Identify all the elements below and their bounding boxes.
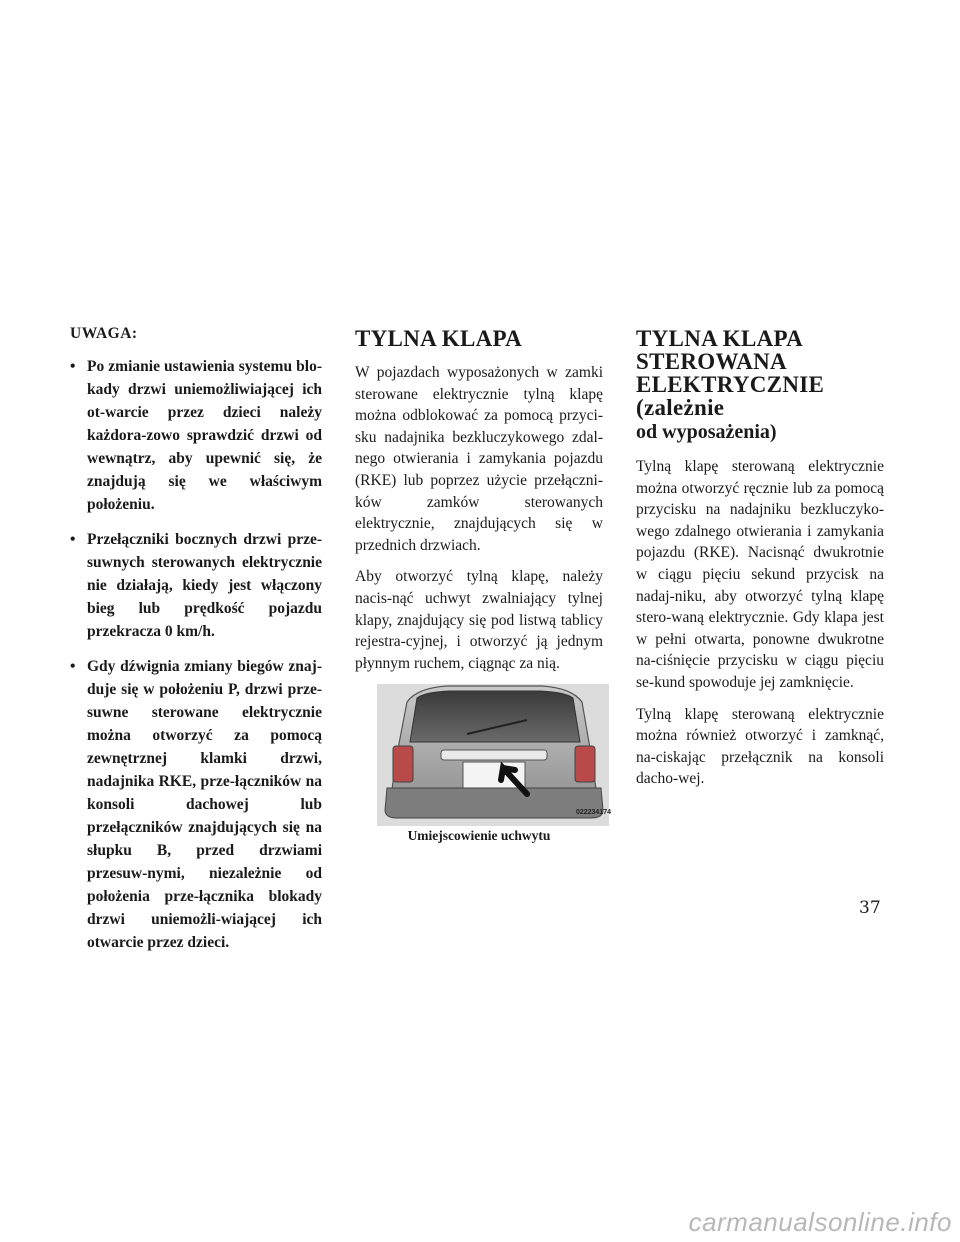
section-heading xyxy=(636,327,884,444)
heading-line: STEROWANA xyxy=(636,349,787,374)
note-list xyxy=(70,355,322,954)
figure-id: 022234174 xyxy=(575,809,611,817)
heading-line: od wyposażenia) xyxy=(636,421,777,443)
figure-caption: Umiejscowienie uchwytu xyxy=(407,828,551,844)
paragraph: Tylną klapę sterowaną elektrycznie można również otworzyć i zamknąć, na-ciskając przełącznik na konsoli dacho-wej. xyxy=(636,705,884,788)
heading-line: TYLNA KLAPA xyxy=(636,326,804,351)
note-item: • Po zmianie ustawienia systemu blo-kady drzwi uniemożliwiającej ich ot-warcie przez dzieci należy każdora-zowo sprawdzić drzwi od wewnątrz, aby upewnić się, że znajdują się we właściwym położeniu. xyxy=(70,355,322,516)
note-column xyxy=(70,325,322,966)
power-liftgate-column xyxy=(636,325,884,800)
watermark: carmanualsonline.info xyxy=(688,1207,952,1237)
page-number: 37 xyxy=(859,898,881,918)
paragraph: Aby otworzyć tylną klapę, należy nacis-nąć uchwyt zwalniający tylnej klapy, znajdujący się pod listwą tablicy rejestra-cyjnej, i otworzyć ją jednym płynnym ruchem, ciągnąc za nią. xyxy=(355,568,603,672)
liftgate-handle-figure xyxy=(377,684,609,826)
note-title: UWAGA: xyxy=(70,325,138,342)
note-item: • Gdy dźwignia zmiany biegów znaj-duje się w położeniu P, drzwi prze-suwne sterowane elektrycznie można otworzyć za pomocą zewnętrznej klamki drzwi, nadajnika RKE, prze-łączników na konsoli dachowej lub przełączników znajdujących się na słupku B, przed drzwiami przesuw-nymi, niezależnie od położenia prze-łącznika blokady drzwi uniemożli-wiającej ich otwarcie przez dzieci. xyxy=(70,655,322,954)
section-heading: TYLNA KLAPA xyxy=(355,326,523,351)
heading-line: ELEKTRYCZNIE (zależnie xyxy=(636,372,825,420)
paragraph: W pojazdach wyposażonych w zamki sterowane elektrycznie tylną klapę można odblokować za pomocą przyci-sku nadajnika bezkluczykowego zdal-nego otwierania i zamykania pojazdu (RKE) lub poprzez użycie przełączni-ków zamków sterowanych elektrycznie, znajdujących się w przednich drzwiach. xyxy=(355,364,603,554)
liftgate-column xyxy=(355,325,611,844)
minivan-rear-illustration xyxy=(377,684,609,826)
paragraph: Tylną klapę sterowaną elektrycznie można otworzyć ręcznie lub za pomocą przycisku na nadajniku bezkluczyko-wego zdalnego otwierania i zamykania pojazdu (RKE). Nacisnąć dwukrotnie w ciągu pięciu sekund przycisk na nadaj-niku, aby otworzyć tylną klapę stero-waną elektrycznie. Gdy klapa jest w pełni otwarta, ponowne dwukrotne na-ciśnięcie przycisku w ciągu pięciu se-kund spowoduje jej zamknięcie. xyxy=(636,458,884,691)
note-item: • Przełączniki bocznych drzwi prze-suwnych sterowanych elektrycznie nie działają, kiedy jest włączony bieg lub prędkość pojazdu przekracza 0 km/h. xyxy=(70,528,322,643)
